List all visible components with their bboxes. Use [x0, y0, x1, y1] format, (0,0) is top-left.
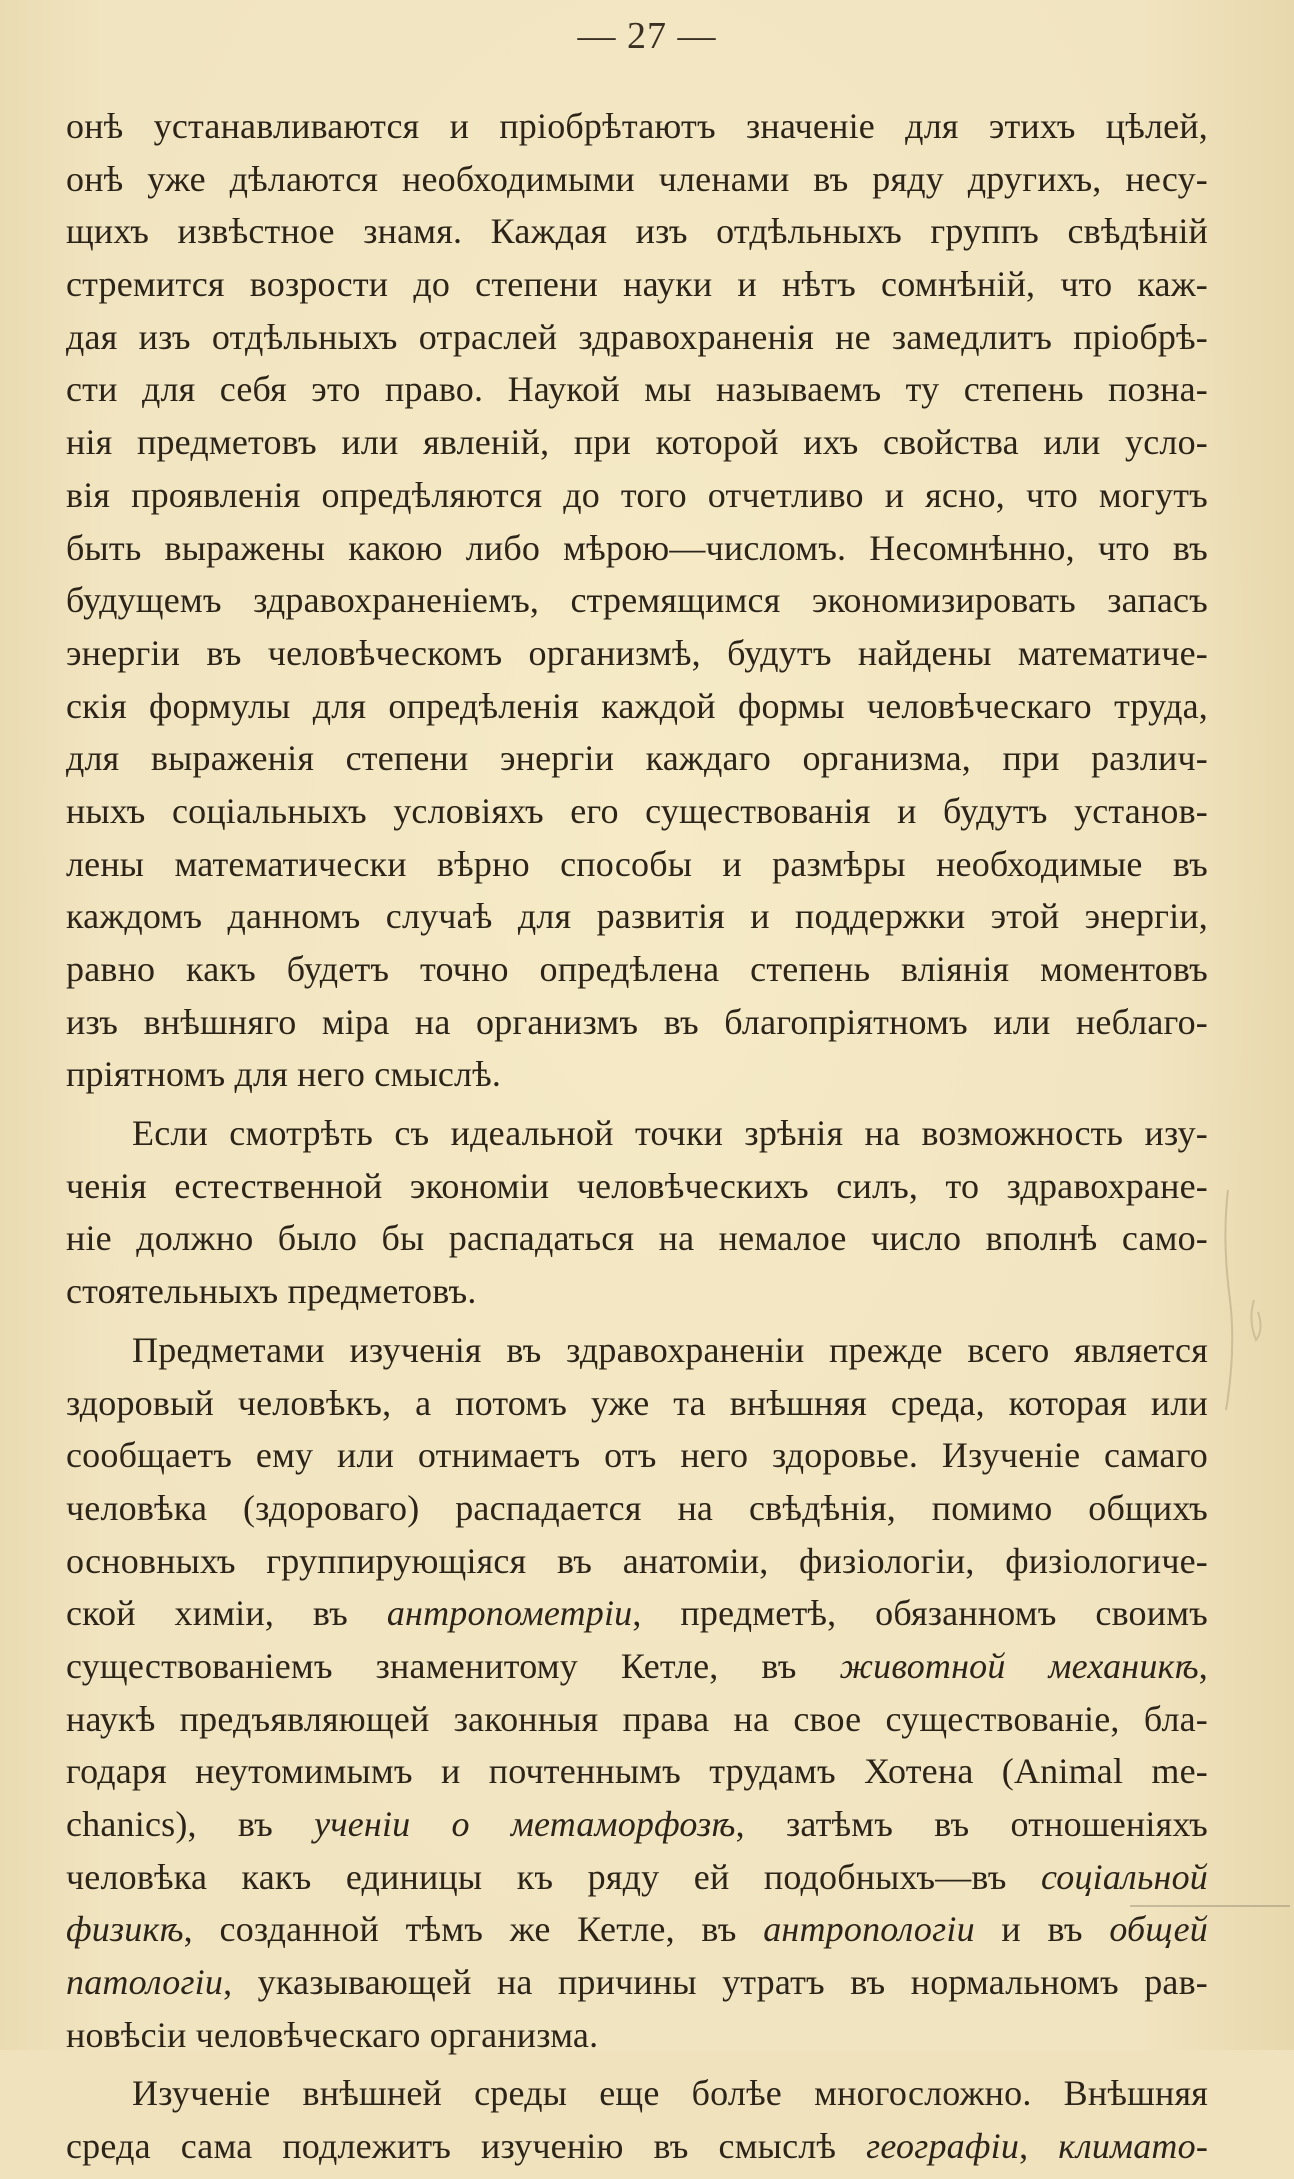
text-line: chanics), въ ученіи о метаморфозѣ, затѣмъ въ отношеніяхъ [66, 1804, 1208, 1844]
italic-term: климато- [1058, 2126, 1209, 2167]
text-line: наукѣ предъявляющей законныя права на свое существованіе, бла- [66, 1698, 1208, 1739]
pencil-underline [1130, 1905, 1290, 1907]
text-line: изъ внѣшняго міра на организмъ въ благопріятномъ или неблаго- [66, 1001, 1208, 1042]
italic-term: антропометріи [386, 1593, 633, 1634]
text-line: сти для себя это право. Наукой мы называемъ ту степень позна- [66, 369, 1208, 410]
text-line: онѣ уже дѣлаются необходимыми членами въ ряду другихъ, несу- [66, 158, 1208, 199]
text-line: ченія естественной экономіи человѣческихъ силъ, то здравохране- [66, 1165, 1208, 1206]
text-line: патологіи, указывающей на причины утратъ въ нормальномъ рав- [66, 1962, 1208, 2003]
text-line: ской химіи, въ антропометріи, предметѣ, обязанномъ своимъ [66, 1593, 1208, 1634]
text-line: щихъ извѣстное знамя. Каждая изъ отдѣльныхъ группъ свѣдѣній [66, 211, 1208, 252]
text-line: равно какъ будетъ точно опредѣлена степень вліянія моментовъ [66, 949, 1208, 989]
text-line: Предметами изученія въ здравохраненіи прежде всего является [132, 1329, 1208, 1370]
paragraph [66, 1324, 1208, 2062]
text-line: здоровый человѣкъ, а потомъ уже та внѣшняя среда, которая или [66, 1382, 1208, 1423]
italic-term: ученіи о метаморфозѣ [314, 1804, 736, 1844]
text-line: энергіи въ человѣческомъ организмѣ, будутъ найдены математиче- [66, 632, 1208, 673]
text-line: основныхъ группирующіяся въ анатоміи, физіологіи, физіологиче- [66, 1540, 1208, 1581]
text-line: годаря неутомимымъ и почтеннымъ трудамъ Хотена (Animal me- [66, 1751, 1208, 1792]
text-line: сообщаетъ ему или отнимаетъ отъ него здоровье. Изученіе самаго [66, 1435, 1208, 1476]
text-line: стремится возрости до степени науки и нѣтъ сомнѣній, что каж- [66, 264, 1208, 305]
text-line: онѣ устанавливаются и пріобрѣтаютъ значеніе для этихъ цѣлей, [66, 106, 1208, 146]
text-line: среда сама подлежитъ изученію въ смыслѣ географіи, климато- [66, 2126, 1209, 2167]
page-number: — 27 — [577, 15, 717, 57]
paragraph [66, 100, 1208, 1101]
paragraph [66, 2067, 1208, 2172]
italic-term: географіи [866, 2126, 1020, 2167]
body-text [66, 100, 1208, 2179]
text-line: лены математически вѣрно способы и размѣры необходимые въ [66, 843, 1208, 884]
text-line: новѣсіи человѣческаго организма. [66, 2014, 599, 2055]
text-line: дая изъ отдѣльныхъ отраслей здравохраненія не замедлитъ пріобрѣ- [66, 316, 1208, 357]
text-line: пріятномъ для него смыслѣ. [66, 1054, 502, 1095]
text-line: человѣка какъ единицы къ ряду ей подобныхъ—въ соціальной [66, 1856, 1208, 1897]
text-line: физикѣ, созданной тѣмъ же Кетле, въ антропологіи и въ общей [66, 1909, 1209, 1950]
text-line: стоятельныхъ предметовъ. [66, 1271, 477, 1312]
italic-term: соціальной [1040, 1856, 1208, 1897]
margin-pencil-marks [1218, 1180, 1288, 1480]
text-line: вія проявленія опредѣляются до того отчетливо и ясно, что могутъ [66, 474, 1208, 515]
italic-term: патологіи [66, 1962, 224, 2003]
text-line: скія формулы для опредѣленія каждой формы человѣческаго труда, [66, 685, 1208, 726]
italic-term: животной механикѣ [839, 1645, 1199, 1686]
text-line: Изученіе внѣшней среды еще болѣе многосложно. Внѣшняя [132, 2073, 1208, 2114]
text-line: существованіемъ знаменитому Кетле, въ животной механикѣ, [66, 1645, 1208, 1686]
text-line: ніе должно было бы распадаться на немалое число вполнѣ само- [66, 1218, 1208, 1259]
italic-term: антропологіи [763, 1909, 975, 1950]
text-line: для выраженія степени энергіи каждаго организма, при различ- [66, 738, 1208, 779]
text-line: человѣка (здороваго) распадается на свѣдѣнія, помимо общихъ [66, 1487, 1208, 1528]
paragraph [66, 1107, 1208, 1318]
text-line: быть выражены какою либо мѣрою—числомъ. Несомнѣнно, что въ [66, 527, 1208, 568]
italic-term: физикѣ [66, 1909, 184, 1950]
text-line: каждомъ данномъ случаѣ для развитія и поддержки этой энергіи, [66, 896, 1208, 937]
text-line: будущемъ здравохраненіемъ, стремящимся экономизировать запасъ [66, 580, 1208, 621]
italic-term: общей [1109, 1909, 1209, 1950]
text-line: нія предметовъ или явленій, при которой ихъ свойства или усло- [66, 422, 1208, 463]
text-line: ныхъ соціальныхъ условіяхъ его существованія и будутъ установ- [66, 790, 1208, 831]
text-line: Если смотрѣть съ идеальной точки зрѣнія на возможность изу- [132, 1113, 1208, 1154]
